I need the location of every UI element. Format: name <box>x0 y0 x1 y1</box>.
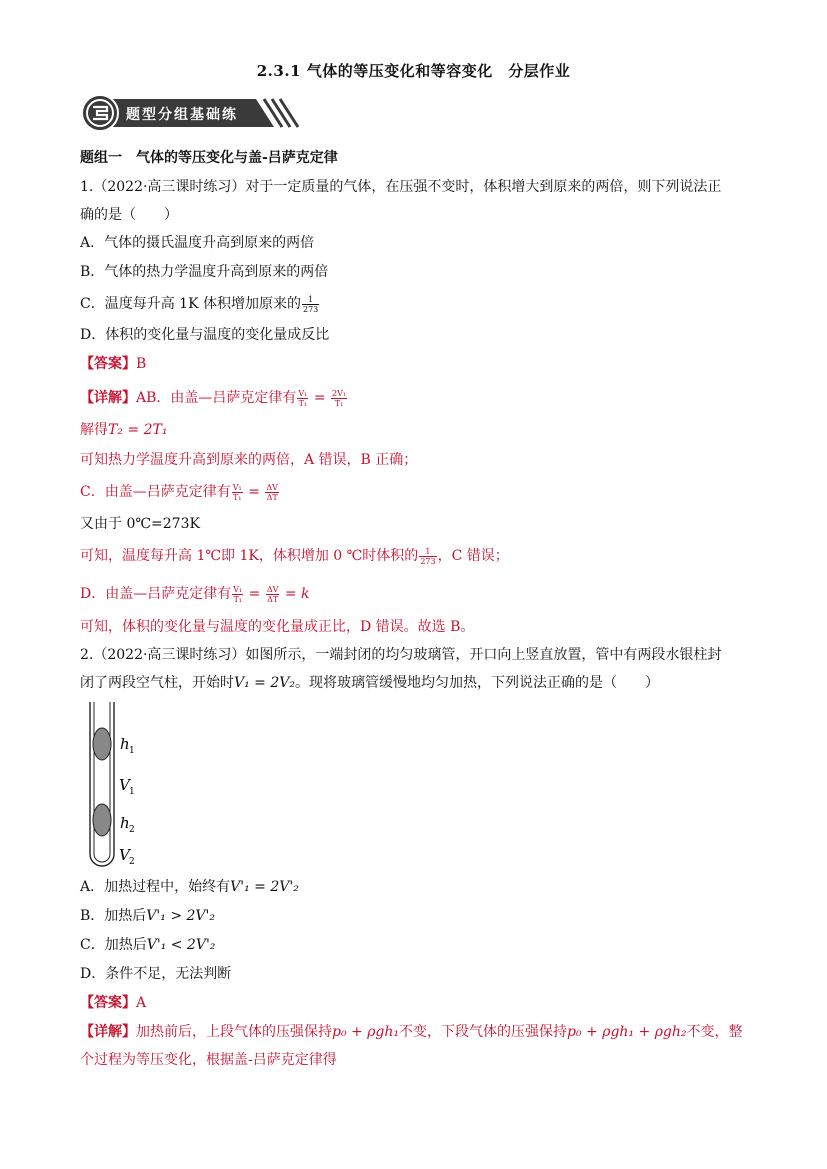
q1-detail-line7: D．由盖—吕萨克定律有 $\frac{\text{V₁}}{\text{T₁}}$ = $\frac{\Delta V}{\Delta T}$ = k <box>80 584 310 604</box>
q1-option-d: D．体积的变化量与温度的变化量成反比 <box>80 327 330 343</box>
label-v2: V <box>119 846 130 864</box>
mercury-column-h2 <box>93 804 111 836</box>
group-heading: 题组一 气体的等压变化与盖-吕萨克定律 <box>80 150 338 166</box>
label-h2: h <box>120 814 130 832</box>
q1-detail-line5: 又由于 0℃=273K <box>80 516 200 532</box>
section-banner <box>80 93 300 133</box>
q1-detail-line1: 【详解】AB．由盖—吕萨克定律有 $\frac{\text{V₁}}{\text{T₁}}$ = $\frac{\text{2V₁}}{\text{T₁}}$ <box>80 388 347 408</box>
svg-text:2: 2 <box>129 825 135 835</box>
q1-answer: 【答案】B <box>80 356 147 372</box>
q1-detail-line2: 解得T₂ = 2T₁ <box>80 422 168 438</box>
q1-detail-line4: C．由盖—吕萨克定律有 $\frac{\text{V₁}}{\text{T₁}}$ = $\frac{\Delta V}{\Delta T}$ <box>80 482 278 502</box>
glass-tube-figure <box>84 702 144 870</box>
svg-text:1: 1 <box>129 746 135 756</box>
q1-option-c-fraction: $\frac{1}{273}$ <box>302 294 319 314</box>
q1-option-c <box>80 294 320 314</box>
banner-label: 题型分组基础练 <box>126 107 238 123</box>
q1-option-c-text: C．温度每升高 1K 体积增加原来的 <box>80 296 301 312</box>
mercury-column-h1 <box>93 728 111 760</box>
svg-text:1: 1 <box>129 787 135 797</box>
label-h1: h <box>120 735 130 753</box>
q1-option-b: B．气体的热力学温度升高到原来的两倍 <box>80 264 329 280</box>
q2-stem-line2: 闭了两段空气柱，开始时V₁ = 2V₂。现将玻璃管缓慢地均匀加热，下列说法正确的是（ ） <box>80 675 659 691</box>
q1-detail-line8: 可知，体积的变化量与温度的变化量成正比，D 错误。故选 B。 <box>80 619 475 635</box>
q1-option-a: A．气体的摄氏温度升高到原来的两倍 <box>80 235 315 251</box>
page-title: 2.3.1 气体的等压变化和等容变化 分层作业 <box>256 62 571 80</box>
label-v1: V <box>119 776 130 794</box>
q2-stem-line1: 2.（2022·高三课时练习）如图所示，一端封闭的均匀玻璃管，开口向上竖直放置，管中有两段水银柱封 <box>80 647 722 663</box>
svg-text:2: 2 <box>129 857 135 867</box>
q2-option-c: C．加热后V'₁ < 2V'₂ <box>80 937 216 953</box>
q2-detail-line2: 个过程为等压变化，根据盖-吕萨克定律得 <box>80 1052 337 1068</box>
q1-detail-line3: 可知热力学温度升高到原来的两倍，A 错误，B 正确； <box>80 452 418 468</box>
q2-answer: 【答案】A <box>80 995 147 1011</box>
q1-stem-line1: 1.（2022·高三课时练习）对于一定质量的气体，在压强不变时，体积增大到原来的两倍，则下列说法正 <box>80 179 722 195</box>
q2-detail-line1: 【详解】加热前后，上段气体的压强保持p₀ + ρgh₁不变，下段气体的压强保持p₀ + ρgh₁ + ρgh₂不变，整 <box>80 1024 743 1040</box>
q1-detail-line6: 可知，温度每升高 1℃即 1K，体积增加 0 ℃时体积的 $\frac{1}{273}$ ，C 错误； <box>80 546 509 566</box>
q2-option-b: B．加热后V'₁ > 2V'₂ <box>80 908 215 924</box>
q2-option-d: D．条件不足，无法判断 <box>80 966 232 982</box>
q1-stem-line2: 确的是（ ） <box>80 207 178 223</box>
q2-option-a: A．加热过程中，始终有V'₁ = 2V'₂ <box>80 879 299 895</box>
